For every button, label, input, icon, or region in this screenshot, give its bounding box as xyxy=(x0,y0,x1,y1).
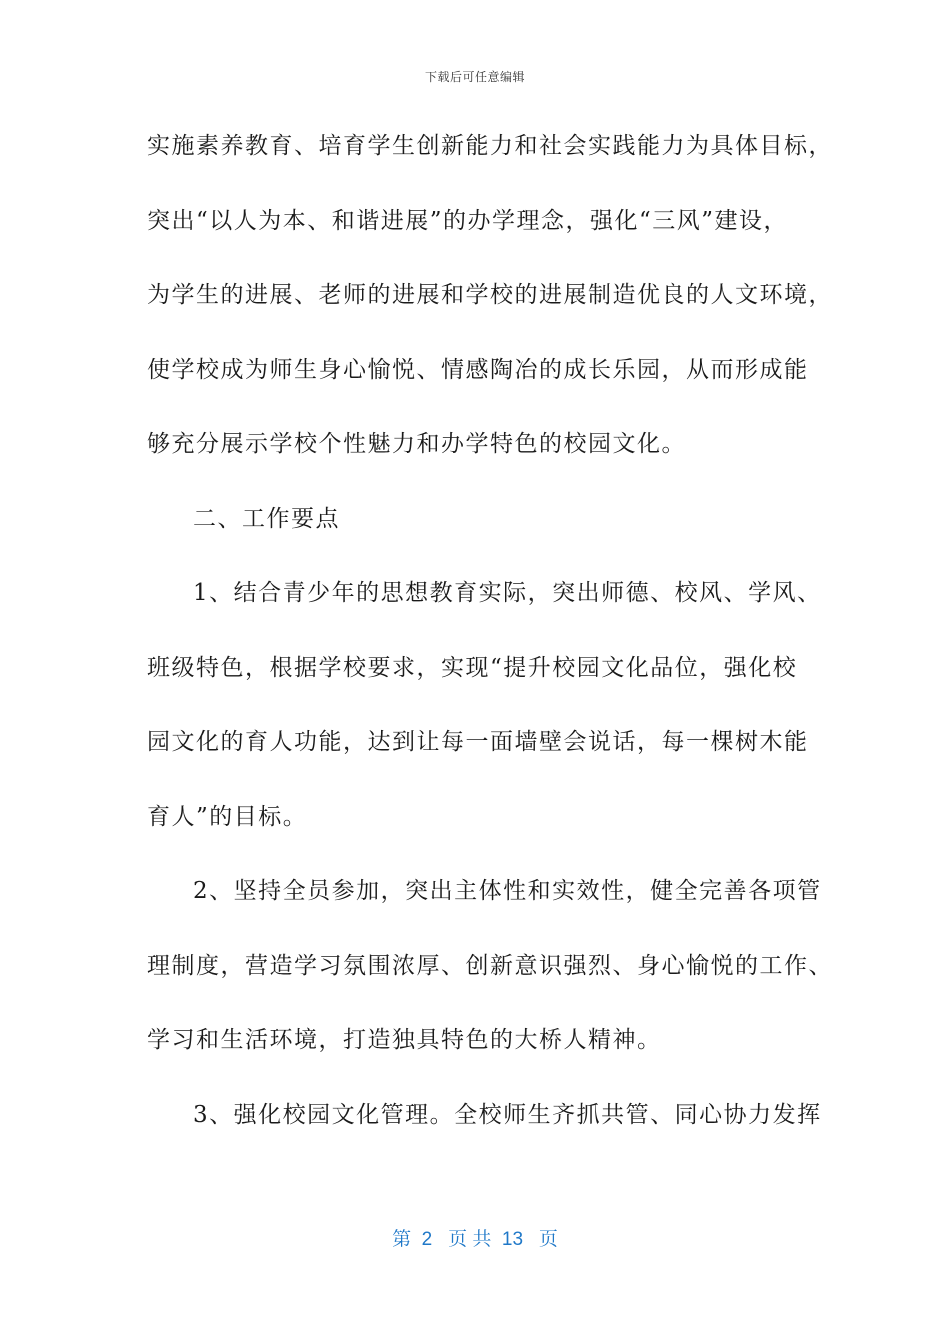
paragraph-line: 理制度，营造学习氛围浓厚、创新意识强烈、身心愉悦的工作、 xyxy=(147,952,833,979)
paragraph-line: 实施素养教育、培育学生创新能力和社会实践能力为具体目标， xyxy=(147,133,833,159)
paragraph-line: 够充分展示学校个性魅力和办学特色的校园文化。 xyxy=(147,431,686,457)
header-note: 下载后可任意编辑 xyxy=(424,70,525,84)
paragraph-line: 园文化的育人功能，达到让每一面墙壁会说话，每一棵树木能 xyxy=(147,729,809,755)
paragraph-line: 育人”的目标。 xyxy=(147,803,308,830)
paragraph-line: 2、坚持全员参加，突出主体性和实效性，健全完善各项管 xyxy=(193,878,822,904)
paragraph-line: 使学校成为师生身心愉悦、情感陶冶的成长乐园，从而形成能 xyxy=(147,356,809,383)
page-number-footer: 第 2 页 共 13 页 xyxy=(392,1229,558,1250)
paragraph-line: 突出“以人为本、和谐进展”的办学理念，强化“三风”建设， xyxy=(147,207,789,234)
paragraph-line: 1、结合青少年的思想教育实际，突出师德、校风、学风、 xyxy=(193,580,822,606)
document-body xyxy=(147,124,833,1167)
paragraph-line: 班级特色，根据学校要求，实现“提升校园文化品位，强化校 xyxy=(147,654,798,681)
paragraph-line: 3、强化校园文化管理。全校师生齐抓共管、同心协力发挥 xyxy=(193,1101,822,1128)
section-heading: 二、工作要点 xyxy=(193,505,340,532)
paragraph-line: 为学生的进展、老师的进展和学校的进展制造优良的人文环境， xyxy=(147,282,833,308)
paragraph-line: 学习和生活环境，打造独具特色的大桥人精神。 xyxy=(147,1027,662,1053)
